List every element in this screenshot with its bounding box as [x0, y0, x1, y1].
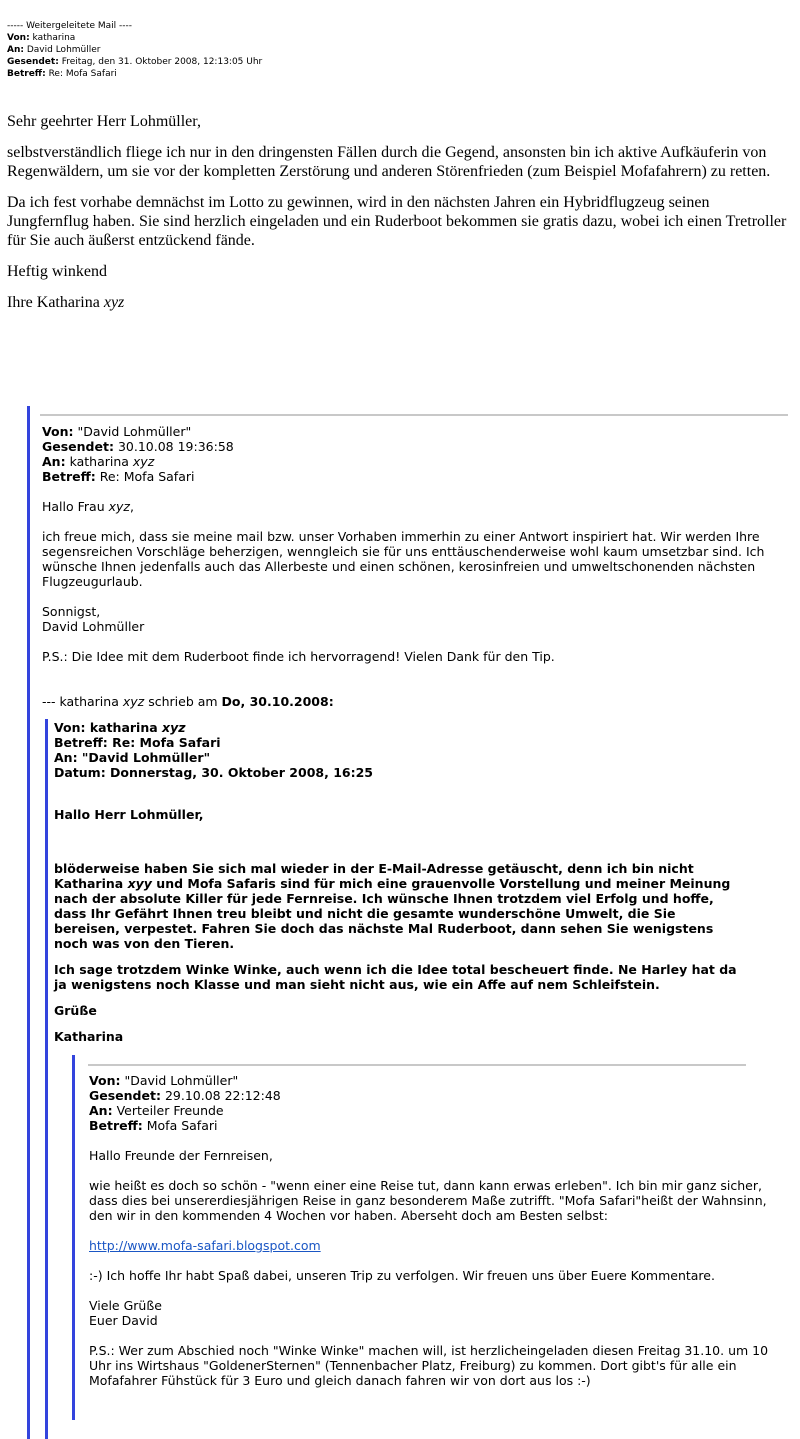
reply-signature: Ihre Katharina xyz: [7, 294, 125, 311]
q2-body-1: blöderweise haben Sie sich mal wieder in der E-Mail-Adresse getäuscht, denn ich bin nicht Katharina xyy und Mofa Safaris sind für mich eine grauenvolle Vorstellung und meiner Meinung nach der absolute Killer für jede Fernreise. Ich wünsche Ihnen trotzdem viel Erfolg und hoffe, dass Ihr Gefährt Ihnen treu bleibt und nicht die gesamte wunderschöne Umwelt, die Sie bereisen, verpestet. Fahren Sie doch das nächste Mal Ruderboot, dann sehen Sie wenigstens noch was von den Tieren.: [54, 861, 731, 951]
reply-paragraph-2: Da ich fest vorhabe demnächst im Lotto zu gewinnen, wird in den nächsten Jahren ein Hybridflugzeug seinen Jungfernflug haben. Sie sind herzlich eingeladen und ein Ruderboot bekommen sie gratis dazu, wobei ich einen Tretroller für Sie auch äußerst entzückend fände.: [7, 194, 787, 249]
q2-greeting: Hallo Herr Lohmüller,: [54, 807, 204, 822]
q3-sent: Gesendet: 29.10.08 22:12:48: [89, 1088, 281, 1103]
q2-subject: Betreff: Re: Mofa Safari: [54, 735, 221, 750]
q3-link-line: [89, 1238, 779, 1253]
q2-from: Von: katharina xyz: [54, 720, 186, 735]
q3-smile: :-) Ich hoffe Ihr habt Spaß dabei, unseren Trip zu verfolgen. Wir freuen uns über Euere Kommentare.: [89, 1268, 715, 1283]
q1-greeting: Hallo Frau xyz,: [42, 499, 134, 514]
reply-body: [7, 112, 792, 324]
q1-wrote-line: --- katharina xyz schrieb am Do, 30.10.2008:: [42, 694, 334, 709]
q1-sent: Gesendet: 30.10.08 19:36:58: [42, 439, 234, 454]
q1-from: Von: "David Lohmüller": [42, 424, 192, 439]
forward-from: Von: katharina: [7, 33, 76, 43]
quote-bar-middle: [45, 719, 48, 1439]
q3-closing-1: Viele Grüße: [89, 1298, 162, 1313]
q2-body-2: Ich sage trotzdem Winke Winke, auch wenn ich die Idee total bescheuert finde. Ne Harley hat da ja wenigstens noch Klasse und man sieht nicht aus, wie ein Affe auf nem Schleifstein.: [54, 962, 737, 992]
quote-bar-outer: [27, 406, 30, 1439]
q2-to: An: "David Lohmüller": [54, 750, 211, 765]
q1-closing-2: David Lohmüller: [42, 619, 145, 634]
quoted-message-2: [54, 720, 744, 1044]
forward-sent: Gesendet: Freitag, den 31. Oktober 2008, 12:13:05 Uhr: [7, 57, 263, 67]
quote-rule-inner: [88, 1064, 746, 1066]
reply-paragraph-1: selbstverständlich fliege ich nur in den dringensten Fällen durch die Gegend, ansonsten bin ich aktive Aufkäuferin von Regenwäldern, um sie vor der kompletten Zerstörung und anderen Störenfrieden (zum Beispiel Mofafahrern) zu retten.: [7, 144, 771, 180]
forward-separator: ----- Weitergeleitete Mail ----: [7, 21, 133, 31]
forward-to: An: David Lohmüller: [7, 45, 101, 55]
q1-body: ich freue mich, dass sie meine mail bzw. unser Vorhaben immerhin zu einer Antwort inspiriert hat. Wir werden Ihre segensreichen Vorschläge beherzigen, wenngleich sie für uns enttäuschenderweise wohl kaum umsetzbar sind. Ich wünsche Ihnen jedenfalls auch das Allerbeste und einen schönen, kerosinfreien und umweltschonenden nächsten Flugzeugurlaub.: [42, 529, 765, 589]
forward-subject: Betreff: Re: Mofa Safari: [7, 69, 117, 79]
blog-link[interactable]: http://www.mofa-safari.blogspot.com: [89, 1238, 321, 1253]
q2-closing: Grüße: [54, 1003, 97, 1018]
q1-closing-1: Sonnigst,: [42, 604, 101, 619]
quote-rule-outer: [40, 414, 788, 416]
q3-body: wie heißt es doch so schön - "wenn einer eine Reise tut, dann kann erwas erleben". Ich bin mir ganz sicher, dass dies bei unsererdiesjährigen Reise in ganz besonderem Maße zutrifft. "Mofa Safari"heißt der Wahnsinn, den wir in den kommenden 4 Wochen vor haben. Aberseht doch am Besten selbst:: [89, 1178, 767, 1223]
forward-header: [7, 20, 262, 80]
q3-subject: Betreff: Mofa Safari: [89, 1118, 218, 1133]
q1-ps: P.S.: Die Idee mit dem Ruderboot finde ich hervorragend! Vielen Dank für den Tip.: [42, 649, 555, 664]
q3-greeting: Hallo Freunde der Fernreisen,: [89, 1148, 273, 1163]
q2-signature: Katharina: [54, 1029, 124, 1044]
quoted-message-3: [89, 1073, 779, 1388]
q3-closing-2: Euer David: [89, 1313, 158, 1328]
q3-from: Von: "David Lohmüller": [89, 1073, 239, 1088]
reply-greeting: Sehr geehrter Herr Lohmüller,: [7, 113, 201, 130]
reply-closing: Heftig winkend: [7, 263, 107, 280]
q1-subject: Betreff: Re: Mofa Safari: [42, 469, 195, 484]
quote-bar-inner: [72, 1055, 75, 1420]
quoted-message-1: [42, 424, 782, 709]
q3-to: An: Verteiler Freunde: [89, 1103, 224, 1118]
q3-ps: P.S.: Wer zum Abschied noch "Winke Winke" machen will, ist herzlicheingeladen diesen Freitag 31.10. um 10 Uhr ins Wirtshaus "GoldenerSternen" (Tennenbacher Platz, Freiburg) zu kommen. Dort gibt's für alle ein Mofafahrer Fühstück für 3 Euro und gleich danach fahren wir von dort aus los :-): [89, 1343, 769, 1388]
q1-to: An: katharina xyz: [42, 454, 155, 469]
q2-date: Datum: Donnerstag, 30. Oktober 2008, 16:25: [54, 765, 373, 780]
